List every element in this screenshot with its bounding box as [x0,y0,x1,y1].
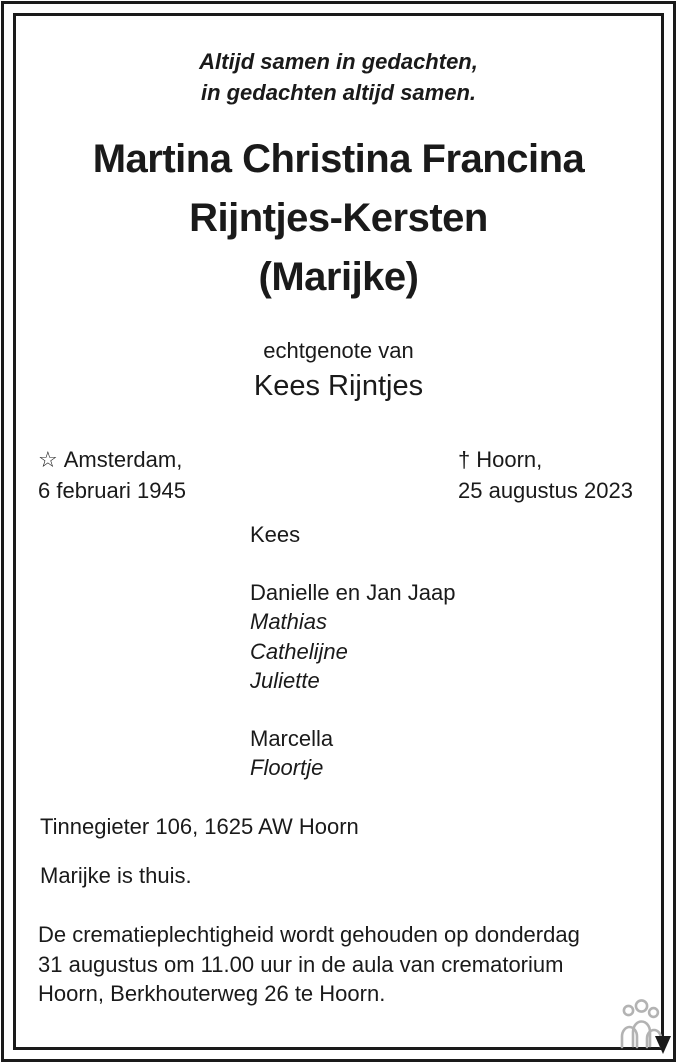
birth-place-line [38,444,186,475]
ceremony-line-2: 31 augustus om 11.00 uur in de aula van crematorium [38,951,564,977]
spouse-name: Kees Rijntjes [253,370,424,402]
corner-triangle-icon [655,1036,671,1054]
relation-label: echtgenote van [263,338,414,363]
family-name: Kees [250,522,301,547]
death-place-line [458,444,633,475]
death-block [458,444,633,506]
family-name: Danielle en Jan Jaap [250,579,456,605]
family-name: Cathelijne [250,638,348,664]
death-place: Hoorn, [476,447,543,472]
family-group-1 [250,520,455,550]
death-cross-icon: † [458,447,471,472]
birth-place: Amsterdam, [63,447,183,472]
ceremony-paragraph [38,920,580,1009]
family-name: Marcella [250,725,334,751]
birth-star-icon: ☆ [38,447,58,472]
birth-date: 6 februari 1945 [38,478,186,503]
address-line: Tinnegieter 106, 1625 AW Hoorn [40,814,359,839]
family-name: Floortje [250,755,324,780]
opening-quote [0,46,677,108]
family-names [250,520,455,783]
deceased-name-line-2: Rijntjes-Kersten [189,196,488,240]
family-name: Juliette [250,668,320,693]
family-group-3 [250,724,455,783]
ceremony-line-3: Hoorn, Berkhouterweg 26 te Hoorn. [38,981,386,1006]
deceased-name-line-1: Martina Christina Francina [92,137,585,181]
deceased-name-line-3: (Marijke) [258,255,419,299]
ceremony-line-1: De crematieplechtigheid wordt gehouden op donderdag [38,922,580,947]
death-date: 25 augustus 2023 [458,478,633,503]
quote-line-1: Altijd samen in gedachten, [199,49,478,74]
status-line: Marijke is thuis. [40,863,192,888]
family-group-2 [250,578,455,696]
family-name: Mathias [250,609,328,634]
quote-line-2: in gedachten altijd samen. [200,80,477,105]
deceased-name [0,130,677,307]
birth-block [38,444,186,506]
